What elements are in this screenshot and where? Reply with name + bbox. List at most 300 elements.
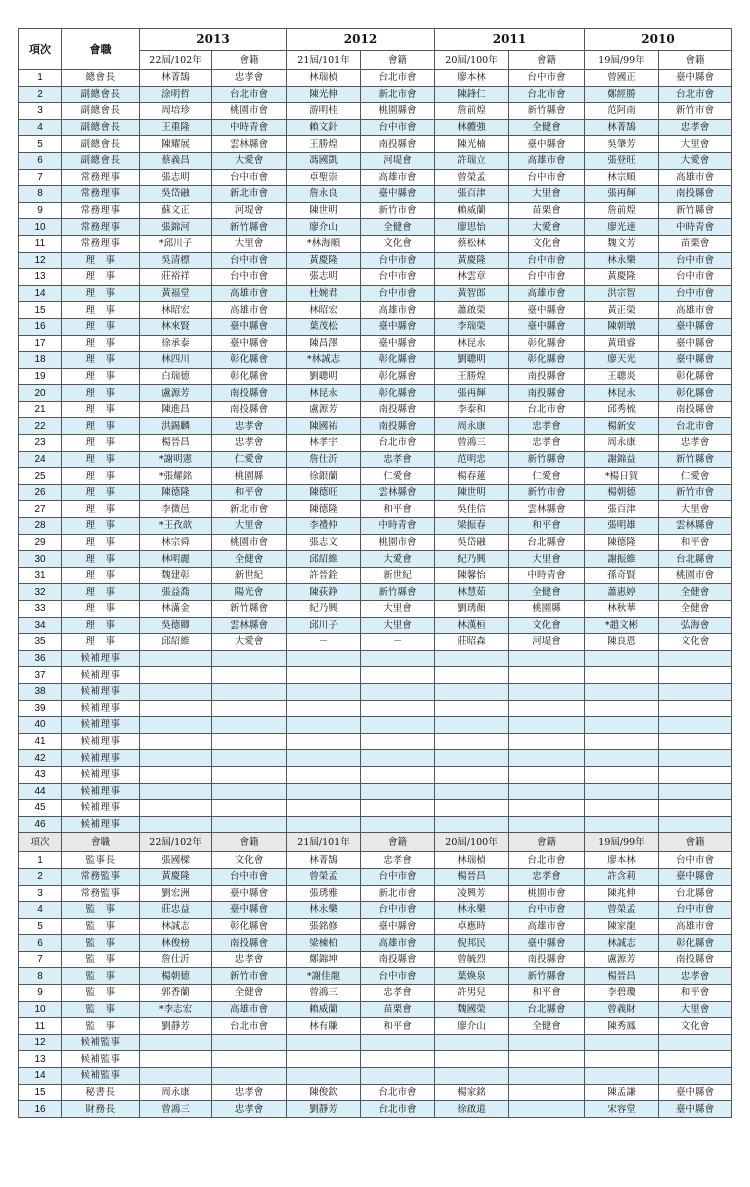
member-name: 曾國正 xyxy=(585,70,659,87)
row-position: 理 事 xyxy=(62,302,140,319)
row-index: 7 xyxy=(19,951,62,968)
member-name: 張志明 xyxy=(140,169,212,186)
row-index: 13 xyxy=(19,269,62,286)
member-chapter xyxy=(361,667,435,684)
table-row xyxy=(19,717,732,734)
member-chapter: 大里會 xyxy=(361,601,435,618)
member-chapter: 南投縣會 xyxy=(361,136,435,153)
member-chapter: 仁愛會 xyxy=(212,451,287,468)
member-name: 黃福堂 xyxy=(140,285,212,302)
row-index: 12 xyxy=(19,1034,62,1051)
table-row xyxy=(19,683,732,700)
header-term: 21屆/101年 xyxy=(287,833,361,852)
row-position: 常務監事 xyxy=(62,885,140,902)
member-name: 范明忠 xyxy=(435,451,509,468)
member-chapter: 全健會 xyxy=(212,551,287,568)
member-name xyxy=(287,717,361,734)
member-name: 黃慶隆 xyxy=(435,252,509,269)
member-name xyxy=(585,683,659,700)
member-name: 魏建彰 xyxy=(140,567,212,584)
member-chapter xyxy=(212,733,287,750)
member-name: 楊春蓮 xyxy=(435,468,509,485)
row-index: 32 xyxy=(19,584,62,601)
member-chapter xyxy=(212,816,287,833)
member-name: 李禮仲 xyxy=(287,518,361,535)
table-row xyxy=(19,601,732,618)
row-index: 4 xyxy=(19,119,62,136)
member-chapter: 台中市會 xyxy=(659,285,732,302)
member-chapter: 新竹縣會 xyxy=(509,968,585,985)
member-chapter: 台中市會 xyxy=(509,70,585,87)
member-name xyxy=(287,800,361,817)
member-chapter: 臺中縣會 xyxy=(361,318,435,335)
member-name xyxy=(287,816,361,833)
member-name xyxy=(585,650,659,667)
member-chapter: 台中市會 xyxy=(659,269,732,286)
row-index: 5 xyxy=(19,918,62,935)
member-name: 賴文針 xyxy=(287,119,361,136)
table-row xyxy=(19,202,732,219)
member-chapter: 新北市會 xyxy=(361,86,435,103)
member-name xyxy=(287,783,361,800)
table-row xyxy=(19,318,732,335)
member-name: 張登旺 xyxy=(585,152,659,169)
header-position: 會職 xyxy=(62,29,140,70)
member-chapter: 仁愛會 xyxy=(509,468,585,485)
row-index: 13 xyxy=(19,1051,62,1068)
member-chapter: 臺中縣會 xyxy=(509,136,585,153)
row-position: 候補理事 xyxy=(62,816,140,833)
table-row xyxy=(19,534,732,551)
member-name: 周永康 xyxy=(585,435,659,452)
member-name: 張明雄 xyxy=(585,518,659,535)
member-chapter: 南投縣會 xyxy=(212,401,287,418)
row-position: 候補理事 xyxy=(62,800,140,817)
table-row xyxy=(19,551,732,568)
member-name: 劉宏洲 xyxy=(140,885,212,902)
member-name: 邱秀梳 xyxy=(585,401,659,418)
member-name xyxy=(140,783,212,800)
member-chapter: 臺中縣會 xyxy=(212,885,287,902)
table-row xyxy=(19,418,732,435)
member-name: 張琇雅 xyxy=(287,885,361,902)
member-chapter: 雲林縣會 xyxy=(659,518,732,535)
member-chapter: 大里會 xyxy=(659,136,732,153)
member-chapter: 南投縣會 xyxy=(509,385,585,402)
member-chapter xyxy=(659,816,732,833)
member-name: 吳岱融 xyxy=(435,534,509,551)
row-index: 41 xyxy=(19,733,62,750)
member-chapter: 臺中縣會 xyxy=(659,70,732,87)
member-chapter: 臺中縣會 xyxy=(509,318,585,335)
row-position: 理 事 xyxy=(62,551,140,568)
member-chapter xyxy=(361,1051,435,1068)
member-chapter: 忠孝會 xyxy=(509,868,585,885)
table-row xyxy=(19,733,732,750)
member-name: 賴威蘭 xyxy=(287,1001,361,1018)
row-position: 常務理事 xyxy=(62,186,140,203)
member-chapter: 和平會 xyxy=(659,534,732,551)
table-row xyxy=(19,169,732,186)
member-chapter: 忠孝會 xyxy=(659,968,732,985)
member-name: *張耀銘 xyxy=(140,468,212,485)
table-row xyxy=(19,918,732,935)
row-position: 候補理事 xyxy=(62,667,140,684)
member-chapter: 忠孝會 xyxy=(212,951,287,968)
table-row xyxy=(19,617,732,634)
member-name: 楊朝德 xyxy=(585,484,659,501)
row-index: 3 xyxy=(19,885,62,902)
member-name: *謝明憲 xyxy=(140,451,212,468)
member-chapter: 新竹縣會 xyxy=(361,584,435,601)
table-row xyxy=(19,401,732,418)
member-chapter: 臺中縣會 xyxy=(509,935,585,952)
member-name xyxy=(140,1034,212,1051)
member-chapter: 台中市會 xyxy=(509,169,585,186)
row-position: 常務理事 xyxy=(62,235,140,252)
member-chapter xyxy=(212,750,287,767)
member-name: 張志文 xyxy=(287,534,361,551)
member-name xyxy=(585,783,659,800)
member-name: 陳昌澤 xyxy=(287,335,361,352)
member-name: 陳國祐 xyxy=(287,418,361,435)
member-chapter: 雲林縣會 xyxy=(509,501,585,518)
row-position: 理 事 xyxy=(62,285,140,302)
row-position: 理 事 xyxy=(62,252,140,269)
member-chapter: 文化會 xyxy=(509,617,585,634)
member-chapter xyxy=(509,667,585,684)
row-index: 2 xyxy=(19,868,62,885)
member-chapter xyxy=(509,700,585,717)
row-index: 37 xyxy=(19,667,62,684)
row-position: 理 事 xyxy=(62,435,140,452)
member-name: 張銘修 xyxy=(287,918,361,935)
row-position: 候補理事 xyxy=(62,650,140,667)
table-row xyxy=(19,766,732,783)
member-chapter: 新竹縣會 xyxy=(212,601,287,618)
row-index: 22 xyxy=(19,418,62,435)
row-index: 39 xyxy=(19,700,62,717)
member-name: 林昆永 xyxy=(435,335,509,352)
row-index: 28 xyxy=(19,518,62,535)
row-index: 1 xyxy=(19,70,62,87)
row-position: 理 事 xyxy=(62,617,140,634)
member-chapter xyxy=(361,816,435,833)
header-term: 22屆/102年 xyxy=(140,51,212,70)
member-name: 曾鴻三 xyxy=(287,985,361,1002)
member-name: 蘇文正 xyxy=(140,202,212,219)
row-index: 8 xyxy=(19,968,62,985)
member-chapter: 台北市會 xyxy=(361,70,435,87)
member-chapter: 苗栗會 xyxy=(509,202,585,219)
row-index: 45 xyxy=(19,800,62,817)
header-term: 20屆/100年 xyxy=(435,51,509,70)
member-name: *林誠志 xyxy=(287,352,361,369)
member-chapter: 桃園縣會 xyxy=(361,103,435,120)
member-chapter: 南投縣會 xyxy=(659,186,732,203)
member-chapter: 臺中縣會 xyxy=(659,1101,732,1118)
row-position: 候補理事 xyxy=(62,700,140,717)
member-name: 張益喬 xyxy=(140,584,212,601)
member-chapter xyxy=(361,1068,435,1085)
member-name: 曾鴻三 xyxy=(140,1101,212,1118)
header-position: 會職 xyxy=(62,833,140,852)
member-name: 林永樂 xyxy=(585,252,659,269)
member-chapter: 臺中縣會 xyxy=(212,902,287,919)
member-name xyxy=(287,1051,361,1068)
member-name: 王勝煌 xyxy=(435,368,509,385)
member-chapter: 臺中縣會 xyxy=(212,318,287,335)
member-chapter: 大里會 xyxy=(212,518,287,535)
member-name: 林誠志 xyxy=(585,935,659,952)
member-name: 陳光伸 xyxy=(287,86,361,103)
row-index: 4 xyxy=(19,902,62,919)
member-chapter xyxy=(361,750,435,767)
member-chapter: 和平會 xyxy=(212,484,287,501)
row-position: 候補監事 xyxy=(62,1051,140,1068)
member-chapter: 高雄市會 xyxy=(659,169,732,186)
member-chapter xyxy=(212,667,287,684)
member-chapter: 新北市會 xyxy=(361,885,435,902)
member-name: 許男兒 xyxy=(435,985,509,1002)
member-chapter: 新世紀 xyxy=(212,567,287,584)
table-row xyxy=(19,219,732,236)
member-chapter: 彰化縣會 xyxy=(361,368,435,385)
row-position: 監 事 xyxy=(62,1001,140,1018)
row-position: 理 事 xyxy=(62,368,140,385)
member-chapter: 臺中縣會 xyxy=(659,1084,732,1101)
member-name: 吳肇芳 xyxy=(585,136,659,153)
header-index: 項次 xyxy=(19,833,62,852)
member-name: 陳秀鳳 xyxy=(585,1018,659,1035)
member-name: 陳世明 xyxy=(435,484,509,501)
member-name xyxy=(435,700,509,717)
roster-body xyxy=(19,29,732,1118)
member-chapter: 臺中縣會 xyxy=(361,918,435,935)
member-chapter xyxy=(659,766,732,783)
member-chapter: 高雄市會 xyxy=(212,302,287,319)
member-name: 陳德隆 xyxy=(140,484,212,501)
row-index: 26 xyxy=(19,484,62,501)
member-chapter xyxy=(212,650,287,667)
member-name: 范阿南 xyxy=(585,103,659,120)
member-chapter: 全健會 xyxy=(509,584,585,601)
member-chapter: 文化會 xyxy=(659,634,732,651)
member-chapter xyxy=(361,783,435,800)
member-name xyxy=(287,650,361,667)
member-chapter: 台中市會 xyxy=(212,169,287,186)
member-name: 洪宗智 xyxy=(585,285,659,302)
member-chapter: 彰化縣會 xyxy=(212,352,287,369)
member-chapter: 全健會 xyxy=(509,1018,585,1035)
row-position: 理 事 xyxy=(62,634,140,651)
header-term: 19屆/99年 xyxy=(585,833,659,852)
member-name: 楊家銘 xyxy=(435,1084,509,1101)
member-chapter: 大愛會 xyxy=(212,634,287,651)
member-name: 林昆永 xyxy=(585,385,659,402)
member-name xyxy=(435,816,509,833)
table-row xyxy=(19,868,732,885)
row-index: 6 xyxy=(19,935,62,952)
member-name: 林四川 xyxy=(140,352,212,369)
row-position: 理 事 xyxy=(62,534,140,551)
table-row xyxy=(19,136,732,153)
row-position: 候補理事 xyxy=(62,733,140,750)
member-chapter: 彰化縣會 xyxy=(361,352,435,369)
member-chapter: 桃園市會 xyxy=(212,534,287,551)
member-name: 楊新安 xyxy=(585,418,659,435)
row-position: 監事長 xyxy=(62,852,140,869)
member-name xyxy=(435,750,509,767)
row-index: 17 xyxy=(19,335,62,352)
member-chapter: 和平會 xyxy=(659,985,732,1002)
member-name: 林菁鵠 xyxy=(140,70,212,87)
member-chapter: 高雄市會 xyxy=(509,285,585,302)
row-index: 33 xyxy=(19,601,62,618)
member-name xyxy=(435,667,509,684)
member-name: 卓聖崇 xyxy=(287,169,361,186)
member-chapter: 彰化縣會 xyxy=(659,368,732,385)
member-name: 張再輝 xyxy=(585,186,659,203)
member-chapter xyxy=(509,1051,585,1068)
row-position: 理 事 xyxy=(62,501,140,518)
row-position: 監 事 xyxy=(62,935,140,952)
row-index: 20 xyxy=(19,385,62,402)
member-name: 林雲章 xyxy=(435,269,509,286)
table-row xyxy=(19,951,732,968)
member-name: 詹仕沂 xyxy=(287,451,361,468)
row-position: 監 事 xyxy=(62,985,140,1002)
member-chapter xyxy=(212,1034,287,1051)
row-index: 5 xyxy=(19,136,62,153)
member-name: 陳兆伸 xyxy=(585,885,659,902)
member-chapter: 台北縣會 xyxy=(509,1001,585,1018)
member-name: 邱紹維 xyxy=(287,551,361,568)
row-index: 40 xyxy=(19,717,62,734)
member-name: *王孜歆 xyxy=(140,518,212,535)
row-index: 36 xyxy=(19,650,62,667)
member-chapter: 台中市會 xyxy=(659,902,732,919)
row-position: 常務理事 xyxy=(62,169,140,186)
member-chapter: 台北市會 xyxy=(361,435,435,452)
member-name xyxy=(585,750,659,767)
member-name: 曾榮孟 xyxy=(287,868,361,885)
member-name: 蔡義昌 xyxy=(140,152,212,169)
member-chapter: 新竹市會 xyxy=(361,202,435,219)
member-chapter: 全健會 xyxy=(509,119,585,136)
member-name: 陳良恩 xyxy=(585,634,659,651)
member-chapter xyxy=(212,1068,287,1085)
table-row xyxy=(19,634,732,651)
member-chapter: 苗栗會 xyxy=(361,1001,435,1018)
member-chapter xyxy=(509,650,585,667)
member-chapter: 大愛會 xyxy=(361,551,435,568)
header-year: 2011 xyxy=(435,29,585,51)
member-chapter: 新世紀 xyxy=(361,567,435,584)
row-position: 理 事 xyxy=(62,269,140,286)
row-index: 24 xyxy=(19,451,62,468)
member-name: 凌興芳 xyxy=(435,885,509,902)
header-membership: 會籍 xyxy=(361,833,435,852)
member-name: 蕭惠婷 xyxy=(585,584,659,601)
member-chapter: 新竹市會 xyxy=(509,484,585,501)
table-row xyxy=(19,468,732,485)
table-row xyxy=(19,186,732,203)
member-chapter xyxy=(659,1034,732,1051)
member-name: 李泰和 xyxy=(435,401,509,418)
member-chapter: 忠孝會 xyxy=(361,451,435,468)
member-name xyxy=(435,733,509,750)
row-position: 理 事 xyxy=(62,318,140,335)
row-index: 2 xyxy=(19,86,62,103)
member-name: 陳孟謙 xyxy=(585,1084,659,1101)
header-term: 21屆/101年 xyxy=(287,51,361,70)
table-row xyxy=(19,1068,732,1085)
member-name xyxy=(140,1068,212,1085)
member-name xyxy=(585,1068,659,1085)
table-row xyxy=(19,902,732,919)
member-name: 詹永良 xyxy=(287,186,361,203)
member-name: 黃正榮 xyxy=(585,302,659,319)
member-name xyxy=(435,650,509,667)
row-index: 44 xyxy=(19,783,62,800)
member-name xyxy=(140,766,212,783)
member-name xyxy=(140,816,212,833)
member-name: 林滿金 xyxy=(140,601,212,618)
member-chapter xyxy=(659,717,732,734)
member-chapter xyxy=(509,800,585,817)
row-position: 理 事 xyxy=(62,584,140,601)
member-name xyxy=(287,1034,361,1051)
member-chapter: 和平會 xyxy=(361,1018,435,1035)
member-chapter: 高雄市會 xyxy=(361,302,435,319)
member-name: 黃慶隆 xyxy=(585,269,659,286)
member-name: 廖本林 xyxy=(585,852,659,869)
row-position: 監 事 xyxy=(62,1018,140,1035)
member-name: 紀乃興 xyxy=(435,551,509,568)
member-name: 陳朝墩 xyxy=(585,318,659,335)
member-chapter xyxy=(212,783,287,800)
member-name: 盧源芳 xyxy=(287,401,361,418)
row-position: 監 事 xyxy=(62,918,140,935)
member-chapter: 台北市會 xyxy=(361,1084,435,1101)
table-row xyxy=(19,435,732,452)
member-name: 林漢桓 xyxy=(435,617,509,634)
member-name: 陳德隆 xyxy=(585,534,659,551)
member-name: 徐啟道 xyxy=(435,1101,509,1118)
member-chapter xyxy=(659,650,732,667)
member-chapter: 台北市會 xyxy=(361,1101,435,1118)
row-index: 1 xyxy=(19,852,62,869)
table-row xyxy=(19,584,732,601)
member-name xyxy=(435,800,509,817)
member-name xyxy=(140,717,212,734)
row-index: 18 xyxy=(19,352,62,369)
member-chapter: 臺中縣會 xyxy=(361,335,435,352)
member-name xyxy=(140,733,212,750)
row-position: 副總會長 xyxy=(62,86,140,103)
member-chapter: 臺中縣會 xyxy=(659,352,732,369)
member-chapter xyxy=(659,750,732,767)
header-row-years xyxy=(19,29,732,51)
row-index: 19 xyxy=(19,368,62,385)
member-chapter xyxy=(509,1068,585,1085)
member-chapter: 弘海會 xyxy=(659,617,732,634)
member-name: 許瑞立 xyxy=(435,152,509,169)
member-chapter: 桃園市會 xyxy=(212,103,287,120)
member-chapter: 大愛會 xyxy=(212,152,287,169)
member-chapter xyxy=(509,1034,585,1051)
